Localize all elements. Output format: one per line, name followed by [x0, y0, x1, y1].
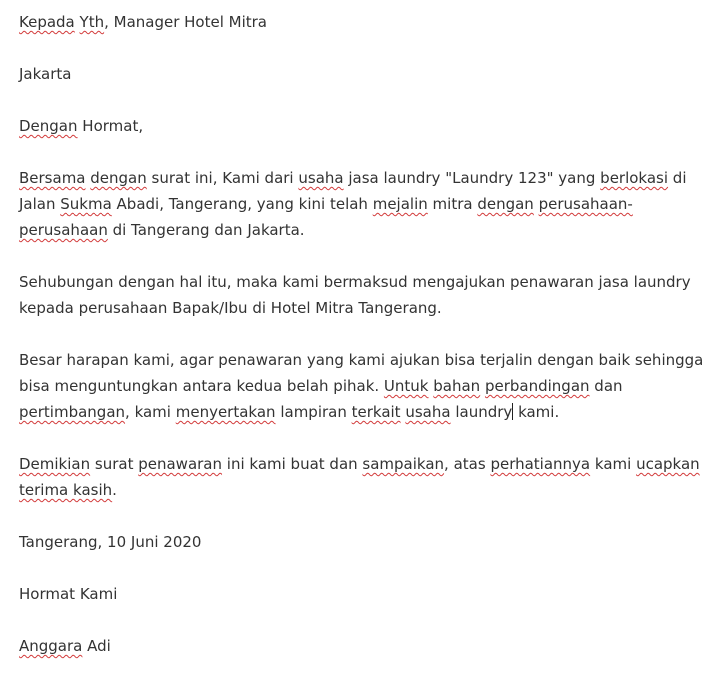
misspelled-word: Dengan: [19, 117, 78, 135]
misspelled-word: Yth: [79, 13, 105, 31]
misspelled-word: dengan: [90, 169, 147, 187]
misspelled-word: Demikian: [19, 455, 91, 473]
misspelled-word: dengan: [477, 195, 534, 213]
misspelled-word: perbandingan: [484, 377, 590, 395]
closing-paragraph[interactable]: [19, 451, 715, 503]
text-run: di Tangerang dan Jakarta.: [107, 221, 305, 239]
text-run: mitra: [427, 195, 478, 213]
date-line[interactable]: [19, 529, 715, 555]
misspelled-word: Bersama: [19, 169, 86, 187]
text-run: ini kami buat dan: [222, 455, 363, 473]
misspelled-word: perusahaan-perusahaan: [19, 195, 633, 239]
misspelled-word: usaha: [405, 403, 451, 421]
text-run: Tangerang, 10 Juni 2020: [19, 533, 202, 551]
misspelled-word: bahan: [433, 377, 481, 395]
text-run: di Jalan: [19, 169, 692, 213]
misspelled-word: penawaran: [138, 455, 223, 473]
text-run: Sehubungan dengan hal itu, maka kami bermaksud mengajukan penawaran jasa laundry kepada perusahaan Bapak/Ibu di Hotel Mitra Tangerang.: [19, 273, 696, 317]
text-run: Besar harapan kami, agar penawaran yang kami ajukan bisa terjalin dengan baik sehingga bisa menguntungkan antara kedua belah pihak.: [19, 351, 709, 395]
sign-off[interactable]: [19, 581, 715, 607]
misspelled-word: menyertakan: [175, 403, 276, 421]
text-run: jasa laundry "Laundry 123" yang: [343, 169, 601, 187]
misspelled-word: berlokasi: [600, 169, 669, 187]
text-run: surat ini, Kami dari: [146, 169, 299, 187]
text-run: laundry: [450, 403, 513, 421]
body-paragraph-2[interactable]: [19, 269, 715, 321]
misspelled-word: Untuk: [383, 377, 429, 395]
text-run: surat: [90, 455, 139, 473]
sender-name[interactable]: [19, 633, 715, 659]
text-run: Adi: [82, 637, 111, 655]
text-run: dan: [589, 377, 628, 395]
text-run: Hormat Kami: [19, 585, 118, 603]
text-run: , atas: [444, 455, 491, 473]
body-paragraph-3[interactable]: [19, 347, 715, 425]
misspelled-word: pertimbangan: [19, 403, 126, 421]
text-run: , kami: [125, 403, 176, 421]
text-run: kami: [590, 455, 637, 473]
text-run: [700, 455, 705, 473]
letter-document[interactable]: [19, 9, 715, 685]
text-run: Jakarta: [19, 65, 72, 83]
misspelled-word: terkait: [351, 403, 401, 421]
misspelled-word: Sukma: [60, 195, 112, 213]
text-run: .: [112, 481, 117, 499]
text-run: kami.: [513, 403, 560, 421]
text-run: lampiran: [275, 403, 352, 421]
city-line[interactable]: [19, 61, 715, 87]
misspelled-word: mejalin: [372, 195, 428, 213]
text-run: Hormat,: [77, 117, 144, 135]
misspelled-word: terima kasih: [19, 481, 113, 499]
misspelled-word: Anggara: [19, 637, 83, 655]
recipient-line[interactable]: [19, 9, 715, 35]
body-paragraph-1[interactable]: [19, 165, 715, 243]
misspelled-word: perhatiannya: [490, 455, 591, 473]
text-run: Abadi, Tangerang, yang kini telah: [111, 195, 373, 213]
text-run: , Manager Hotel Mitra: [104, 13, 267, 31]
misspelled-word: sampaikan: [362, 455, 445, 473]
misspelled-word: usaha: [298, 169, 344, 187]
salutation[interactable]: [19, 113, 715, 139]
misspelled-word: Kepada: [19, 13, 75, 31]
misspelled-word: ucapkan: [636, 455, 700, 473]
